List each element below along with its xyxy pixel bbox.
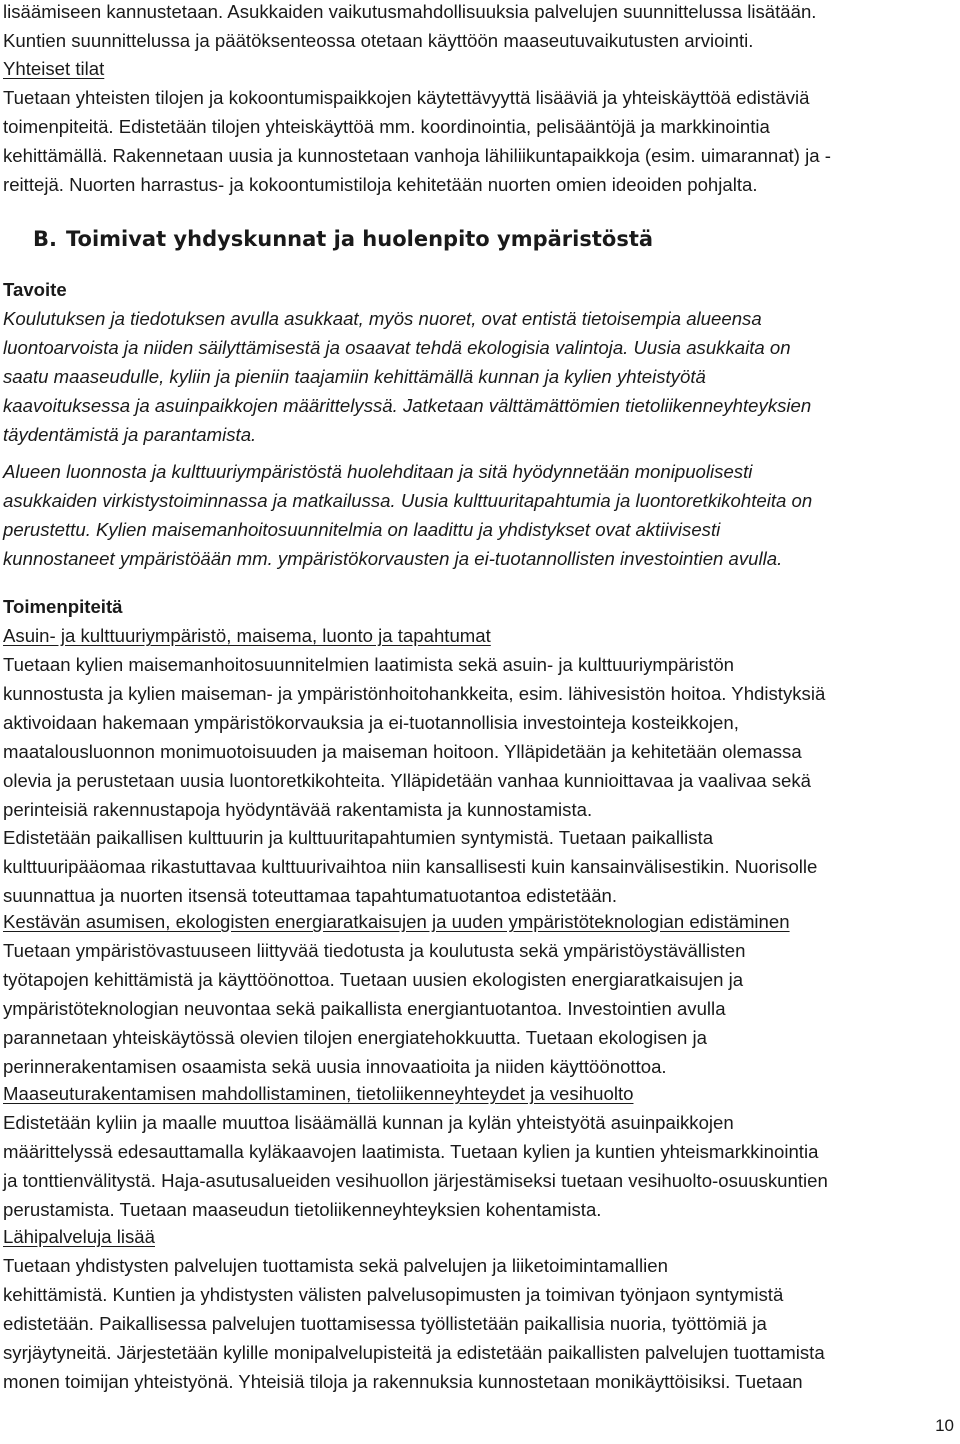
tavoite-heading: Tavoite: [3, 279, 67, 300]
tavoite-paragraph-1: Koulutuksen ja tiedotuksen avulla asukkaat, myös nuoret, ovat entistä tietoisempia alueensa luontoarvoista ja niiden säilyttämisestä ja osaavat tehdä ekologisia valintoja. Uusia asukkaita on saatu maaseudulle, kyliin ja pieniin taajamiin kehittämällä kunnan ja kylien yhteistyötä kaavoituksessa ja asuinpaikkojen määrittelyssä. Jatketaan välttämättömien tietoliikenneyhteyksien täydentämistä ja parantamista.: [3, 308, 812, 445]
toimenpiteita-heading: Toimenpiteitä: [3, 596, 123, 617]
section-heading: [33, 222, 653, 256]
asuin-ja-kulttuuriymparisto-body: Tuetaan kylien maisemanhoitosuunnitelmien laatimista sekä asuin- ja kulttuuriympäristön kunnostusta ja kylien maiseman- ja ympäristönhoitohankkeita, esim. lähivesistön hoitoa. Yhdistyksiä aktivoidaan hakemaan ympäristökorvauksia ja ei-tuotannollisia investointeja kosteikkojen, maatalousluonnon monimuotoisuuden ja maiseman hoitoon. Ylläpidetään ja kehitetään olemassa olevia ja perustetaan uusia luontoretkikohteita. Ylläpidetään vanhaa kunnioittavaa ja vaalivaa sekä perinteisiä rakennustapoja hyödyntävää rakentamista ja kunnostamista. Edistetään paikallisen kulttuurin ja kulttuuritapahtumien syntymistä. Tuetaan paikallista kulttuuripääomaa rikastuttavaa kulttuurivaihtoa niin kansallisesti kuin kansainvälisestikin. Nuorisolle suunnattua ja nuorten itsensä toteuttamaa tapahtumatuotantoa edistetään.: [3, 654, 826, 907]
kestava-asuminen-body: Tuetaan ympäristövastuuseen liittyvää tiedotusta ja koulutusta sekä ympäristöystävällisten työtapojen kehittämistä ja käyttöönottoa. Tuetaan uusien ekologisten energiaratkaisujen ja ympäristöteknologian neuvontaa sekä paikallista energiantuotantoa. Investointien avulla parannetaan yhteiskäytössä olevien tilojen energiatehokkuutta. Tuetaan ekologisen ja perinnerakentamisen osaamista sekä uusia innovaatioita ja niiden käyttöönottoa.: [3, 940, 746, 1077]
section-title: Toimivat yhdyskunnat ja huolenpito ympäristöstä: [65, 227, 654, 251]
section-number: B.: [33, 227, 57, 251]
subheading-maaseuturakentaminen: Maaseuturakentamisen mahdollistaminen, tietoliikenneyhteydet ja vesihuolto: [3, 1083, 634, 1104]
subheading-lahipalveluja-lisaa: Lähipalveluja lisää: [3, 1226, 155, 1247]
lahipalveluja-lisaa-body: Tuetaan yhdistysten palvelujen tuottamista sekä palvelujen ja liiketoimintamallien kehittämistä. Kuntien ja yhdistysten välisten palvelusopimusten ja toimivan työnjaon syntymistä edistetään. Paikallisessa palvelujen tuottamisessa työllistetään paikallisia nuoria, työttömiä ja syrjäytyneitä. Järjestetään kylille monipalvelupisteitä ja edistetään paikallisten palvelujen tuottamista monen toimijan yhteistyönä. Yhteisiä tiloja ja rakennuksia kunnostetaan monikäyttöisiksi. Tuetaan: [3, 1255, 825, 1392]
subheading-yhteiset-tilat: Yhteiset tilat: [3, 58, 105, 79]
tavoite-paragraph-2: Alueen luonnosta ja kulttuuriympäristöstä huolehditaan ja sitä hyödynnetään monipuolisesti asukkaiden virkistystoiminnassa ja matkailussa. Uusia kulttuuritapahtumia ja luontoretkikohteita on perustettu. Kylien maisemanhoitosuunnitelmia on laadittu ja yhdistykset ovat aktiivisesti kunnostaneet ympäristöään mm. ympäristökorvausten ja ei-tuotannollisten investointien avulla.: [3, 461, 813, 569]
yhteiset-tilat-body: Tuetaan yhteisten tilojen ja kokoontumispaikkojen käytettävyyttä lisääviä ja yhteiskäyttöä edistäviä toimenpiteitä. Edistetään tilojen yhteiskäyttöä mm. koordinointia, pelisääntöjä ja markkinointia kehittämällä. Rakennetaan uusia ja kunnostetaan vanhoja lähiliikuntapaikkoja (esim. uimarannat) ja - reittejä. Nuorten harrastus- ja kokoontumistiloja kehitetään nuorten omien ideoiden pohjalta.: [3, 87, 831, 195]
subheading-asuin-ja-kulttuuriymparisto: Asuin- ja kulttuuriympäristö, maisema, luonto ja tapahtumat: [3, 625, 491, 646]
maaseuturakentaminen-body: Edistetään kyliin ja maalle muuttoa lisäämällä kunnan ja kylän yhteistyötä asuinpaikkojen määrittelyssä edesauttamalla kyläkaavojen laatimista. Tuetaan kylien ja kuntien yhteismarkkinointia ja tonttienvälitystä. Haja-asutusalueiden vesihuollon järjestämiseksi tuetaan vesihuolto-osuuskuntien perustamista. Tuetaan maaseudun tietoliikenneyhteyksien kohentamista.: [3, 1112, 828, 1220]
subheading-kestava-asuminen: Kestävän asumisen, ekologisten energiaratkaisujen ja uuden ympäristöteknologian edistäminen: [3, 911, 790, 932]
page-number: 10: [935, 1416, 954, 1435]
intro-paragraph: lisäämiseen kannustetaan. Asukkaiden vaikutusmahdollisuuksia palvelujen suunnittelussa lisätään. Kuntien suunnittelussa ja päätöksenteossa otetaan käyttöön maaseutuvaikutusten arviointi.: [3, 1, 817, 51]
